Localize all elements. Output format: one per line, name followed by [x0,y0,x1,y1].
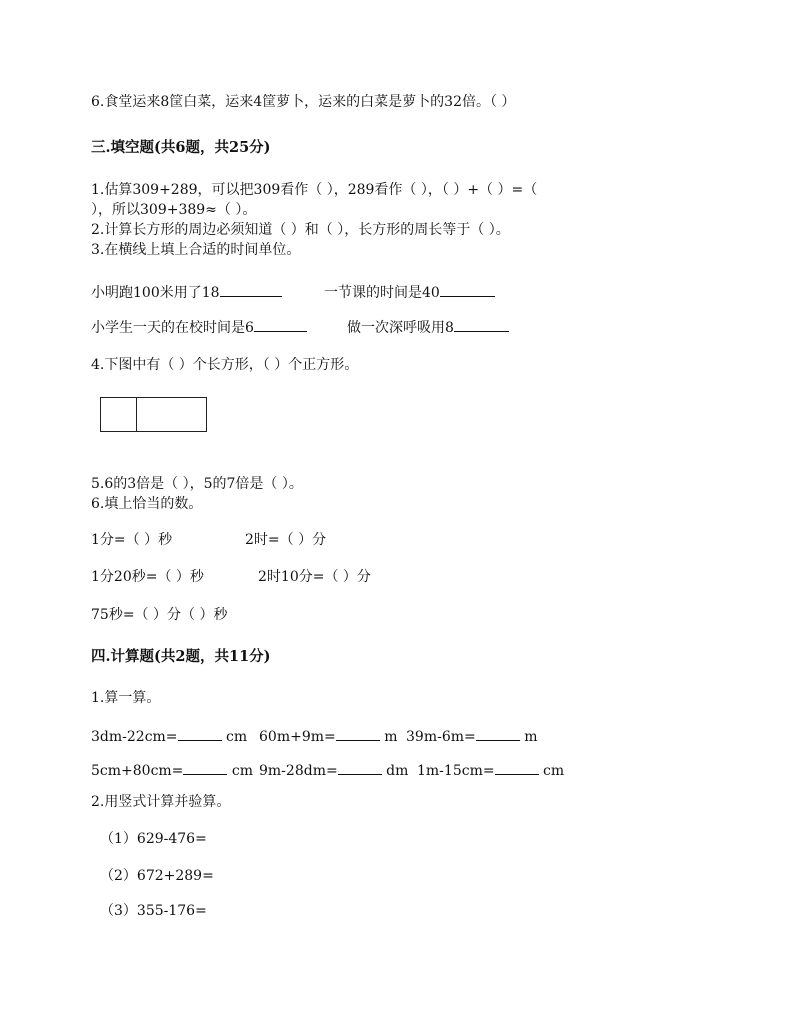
calc-expression: 1m-15cm= [417,763,495,779]
previous-question-6: 6.食堂运来8筐白菜，运来4筐萝卜，运来的白菜是萝卜的32倍。（ ） [91,94,516,110]
calc-unit: cm [543,763,565,779]
fill-question-6: 6.填上恰当的数。 [91,496,203,512]
q6-item-a: 1分=（ ）秒 [91,532,173,548]
q3-item-c-text: 小学生一天的在校时间是6 [91,320,254,336]
answer-blank [476,726,520,741]
fill-question-1-line-1: 1.估算309+289，可以把309看作（ ），289看作（ ），（ ）+（ ）=（ [91,182,538,198]
calc-question-2: 2.用竖式计算并验算。 [91,794,231,810]
calc-unit: m [384,729,398,745]
calc-question-1: 1.算一算。 [91,690,161,706]
calc-unit: cm [226,729,248,745]
fill-question-5: 5.6的3倍是（ ），5的7倍是（ ）。 [91,476,303,492]
rectangle-figure [100,397,207,432]
calc-expression: 5cm+80cm= [91,763,184,779]
calc-expression: 60m+9m= [259,729,336,745]
calc-unit: m [524,729,538,745]
calc-row-1-item-3 [406,726,537,746]
q6-item-d: 2时10分=（ ）分 [258,569,371,585]
fill-question-1-line-2: ），所以309+389≈（ ）。 [91,202,257,218]
section-3-title: 三.填空题(共6题，共25分) [91,139,271,156]
fill-question-2: 2.计算长方形的周边必须知道（ ）和（ ），长方形的周长等于（ ）。 [91,222,510,238]
calc-row-2-item-3 [417,760,564,780]
answer-blank [183,760,227,775]
rectangle-divider-line [136,398,137,431]
q3-item-b-text: 一节课的时间是40 [324,285,440,301]
calc-unit: dm [386,763,409,779]
q6-item-c: 1分20秒=（ ）秒 [91,569,204,585]
calc-row-2-item-2 [259,760,408,780]
q3-item-d [347,317,509,337]
answer-blank [220,282,282,297]
q3-item-d-text: 做一次深呼吸用8 [347,320,454,336]
fill-question-4: 4.下图中有（ ）个长方形，（ ）个正方形。 [91,357,359,373]
calc-expression: 9m-28dm= [259,763,338,779]
calc-expression: 3dm-22cm= [91,729,178,745]
q6-item-b: 2时=（ ）分 [245,532,327,548]
vertical-calc-3: （3）355-176= [100,903,207,919]
answer-blank [178,726,222,741]
calc-unit: cm [231,763,253,779]
answer-blank [495,760,539,775]
q3-item-b [324,282,495,302]
vertical-calc-2: （2）672+289= [100,868,214,884]
answer-blank [454,317,509,332]
answer-blank [336,726,380,741]
calc-row-2-item-1 [91,760,253,780]
q3-item-c [91,317,307,337]
answer-blank [254,317,307,332]
section-4-title: 四.计算题(共2题，共11分) [91,648,271,665]
q3-item-a [91,282,282,302]
q3-item-a-text: 小明跑100米用了18 [91,285,220,301]
answer-blank [338,760,382,775]
q6-item-e: 75秒=（ ）分（ ）秒 [91,607,228,623]
calc-row-1-item-2 [259,726,397,746]
calc-row-1-item-1 [91,726,247,746]
calc-expression: 39m-6m= [406,729,476,745]
answer-blank [440,282,495,297]
fill-question-3: 3.在横线上填上合适的时间单位。 [91,242,301,258]
vertical-calc-1: （1）629-476= [100,831,207,847]
